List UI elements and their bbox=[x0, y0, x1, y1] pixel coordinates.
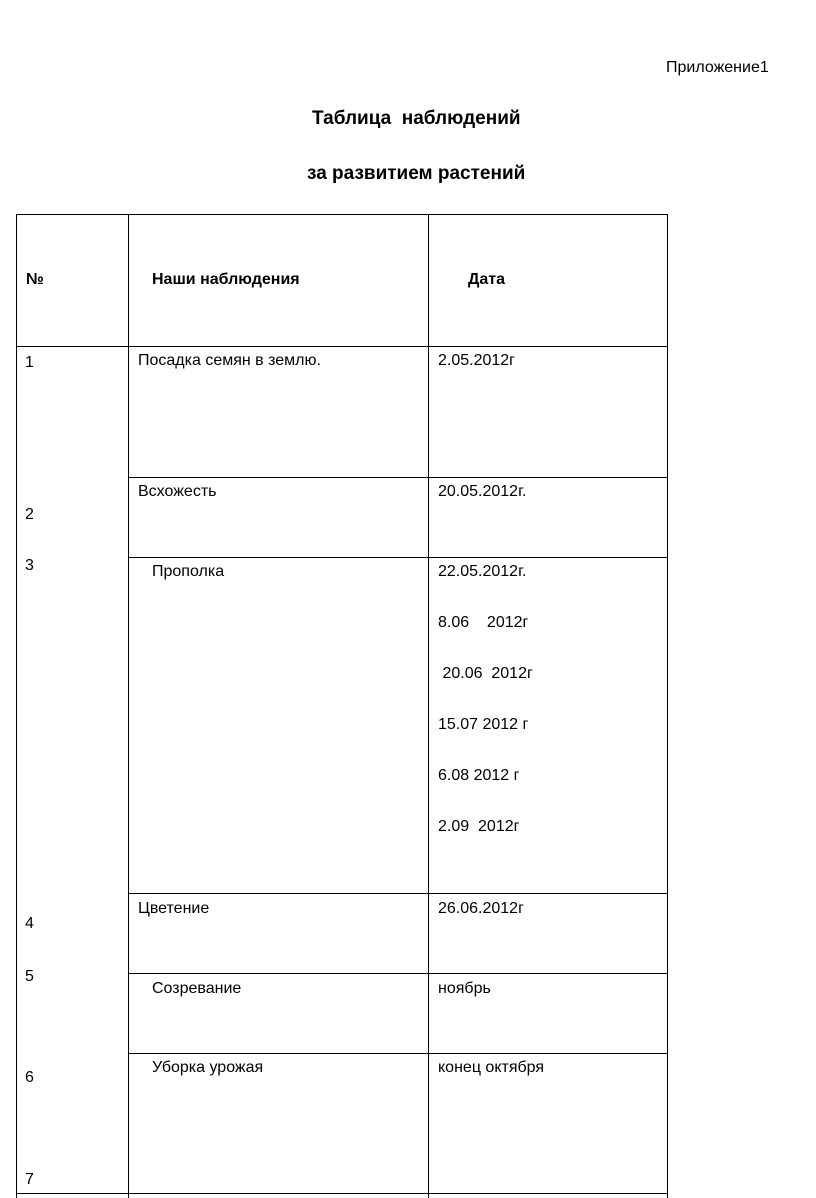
row-number: 6 bbox=[25, 1069, 34, 1086]
observation-cell: Всхожесть bbox=[138, 483, 217, 500]
date-cell: 22.05.2012г. bbox=[438, 563, 527, 580]
date-cell: 8.06 2012г bbox=[438, 614, 529, 631]
date-cell: ноябрь bbox=[438, 980, 491, 997]
header-date: Дата bbox=[468, 271, 506, 288]
date-cell: 20.05.2012г. bbox=[438, 483, 527, 500]
observation-cell: Посадка семян в землю. bbox=[138, 352, 321, 369]
header-num: № bbox=[26, 271, 44, 288]
observation-cell: Цветение bbox=[138, 900, 210, 917]
observation-cell: Уборка урожая bbox=[152, 1059, 264, 1076]
row-number: 2 bbox=[25, 506, 34, 523]
observation-cell: Созревание bbox=[152, 980, 242, 997]
row-number: 3 bbox=[25, 557, 34, 574]
appendix-label: Приложение1 bbox=[666, 59, 769, 76]
row-number: 5 bbox=[25, 968, 34, 985]
row-number: 4 bbox=[25, 915, 34, 932]
date-cell: 20.06 2012г bbox=[438, 665, 533, 682]
page-subtitle: за развитием растений bbox=[307, 163, 526, 184]
date-cell: 6.08 2012 г bbox=[438, 767, 520, 784]
observation-cell: Прополка bbox=[152, 563, 225, 580]
page-title: Таблица наблюдений bbox=[312, 108, 521, 129]
header-observation: Наши наблюдения bbox=[152, 271, 300, 288]
date-cell: конец октября bbox=[438, 1059, 545, 1076]
date-cell: 26.06.2012г bbox=[438, 900, 524, 917]
date-cell: 15.07 2012 г bbox=[438, 716, 529, 733]
date-cell: 2.05.2012г bbox=[438, 352, 516, 369]
date-cell: 2.09 2012г bbox=[438, 818, 520, 835]
row-number: 7 bbox=[25, 1171, 34, 1188]
row-number: 1 bbox=[25, 354, 34, 371]
